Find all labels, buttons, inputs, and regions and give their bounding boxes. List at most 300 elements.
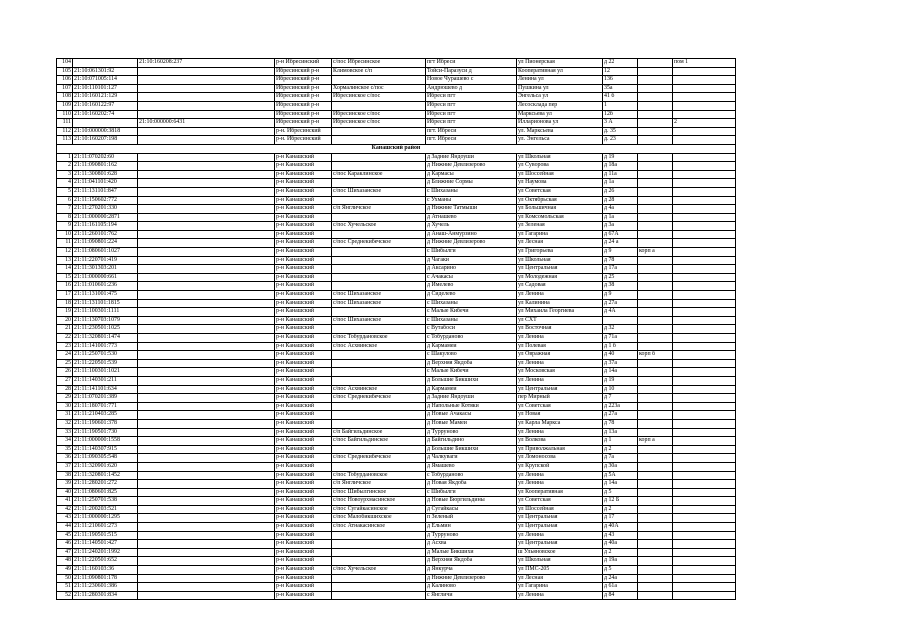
table-cell: 21:10:160208:237 <box>138 59 275 68</box>
table-cell: 23 <box>57 342 73 351</box>
table-cell <box>638 273 673 282</box>
table-cell: 21:11:131101:847 <box>73 187 138 196</box>
table-cell: р-н Канашский <box>275 299 332 308</box>
table-cell: р-н Канашский <box>275 531 332 540</box>
table-cell <box>638 359 673 368</box>
table-cell: 21 <box>57 325 73 334</box>
table-cell <box>332 419 426 428</box>
table-cell: пгт. Ибреси <box>426 127 517 136</box>
table-cell <box>73 59 138 68</box>
table-cell <box>673 351 736 360</box>
table-cell: ул Октябрьская <box>517 196 603 205</box>
table-cell: д Новые Мамеи <box>426 419 517 428</box>
table-cell <box>638 368 673 377</box>
table-cell: д Сиделево <box>426 291 517 300</box>
table-cell: 21:10:160207:198 <box>73 136 138 145</box>
table-cell: 21:11:320901:620 <box>73 462 138 471</box>
table-cell <box>673 454 736 463</box>
table-cell <box>138 179 275 188</box>
table-cell: с/пос Новоурхмасинское <box>332 497 426 506</box>
table-cell <box>138 153 275 162</box>
table-row <box>57 394 736 403</box>
table-cell <box>638 531 673 540</box>
table-cell <box>673 76 736 85</box>
table-cell <box>138 76 275 85</box>
table-cell: с/пос Асхвинское <box>332 342 426 351</box>
table-cell <box>138 222 275 231</box>
table-cell: ул Карла Маркса <box>517 419 603 428</box>
table-row <box>57 308 736 317</box>
table-cell: 21:11:130703:1079 <box>73 316 138 325</box>
table-cell <box>638 574 673 583</box>
table-cell: ул Приволжальная <box>517 445 603 454</box>
table-cell <box>138 282 275 291</box>
table-cell: д 7а <box>603 454 638 463</box>
table-cell <box>638 76 673 85</box>
table-cell: р-н Канашский <box>275 497 332 506</box>
table-row <box>57 282 736 291</box>
section-row <box>57 144 736 153</box>
table-cell: д 19 <box>603 376 638 385</box>
table-row <box>57 557 736 566</box>
table-cell: Ибресинский р-н <box>275 101 332 110</box>
table-cell: д Новые Бюргильдины <box>426 497 517 506</box>
table-cell: д 9 <box>603 291 638 300</box>
table-cell <box>332 574 426 583</box>
table-cell <box>673 557 736 566</box>
table-cell <box>673 179 736 188</box>
table-cell: ул Ленина <box>517 376 603 385</box>
table-cell: д 71а <box>603 334 638 343</box>
table-cell: 36 <box>57 454 73 463</box>
table-cell: Ибресинское с/пос <box>332 119 426 128</box>
table-cell: р-н Канашский <box>275 566 332 575</box>
table-cell: 110 <box>57 110 73 119</box>
table-cell: 21:11:090305:548 <box>73 454 138 463</box>
table-cell: с/пос Атнакасинское <box>332 523 426 532</box>
table-cell: с Шихазаны <box>426 316 517 325</box>
table-cell: 21:11:000000:1558 <box>73 437 138 446</box>
table-cell: 15 <box>57 273 73 282</box>
table-cell: 136 <box>603 76 638 85</box>
table-cell: 10 <box>57 230 73 239</box>
table-cell <box>673 480 736 489</box>
table-row <box>57 574 736 583</box>
table-cell <box>673 402 736 411</box>
table-cell <box>638 316 673 325</box>
table-cell: ул Зеленая <box>517 222 603 231</box>
table-row <box>57 119 736 128</box>
table-cell <box>73 119 138 128</box>
table-cell: 106 <box>57 76 73 85</box>
table-row <box>57 540 736 549</box>
table-cell: ул Школьная <box>517 153 603 162</box>
table-cell: Андрюшево д <box>426 84 517 93</box>
table-cell: р-н Канашский <box>275 445 332 454</box>
table-cell: корп а <box>638 248 673 257</box>
table-cell: р-н Канашский <box>275 196 332 205</box>
table-cell <box>673 84 736 93</box>
table-cell: 105 <box>57 67 73 76</box>
table-cell: 38 <box>57 471 73 480</box>
table-cell: Новое Чурашево с <box>426 76 517 85</box>
table-cell: 12б <box>603 110 638 119</box>
table-cell: д 84 <box>603 591 638 600</box>
table-cell <box>138 402 275 411</box>
table-cell: д 27а <box>603 411 638 420</box>
table-cell: ул. Марксьева <box>517 127 603 136</box>
table-row <box>57 428 736 437</box>
table-cell: пгт. Ибреси <box>426 136 517 145</box>
table-cell: 8 <box>57 213 73 222</box>
table-cell: с/пос Малобикшихское <box>332 514 426 523</box>
table-cell <box>638 256 673 265</box>
table-cell: Энгельса ул <box>517 93 603 102</box>
table-cell: д 5 <box>603 566 638 575</box>
table-cell: д 2 <box>603 505 638 514</box>
table-cell: пер Мирный <box>517 394 603 403</box>
table-cell: с Тобурданово <box>426 471 517 480</box>
table-body-ibresinsky <box>57 59 736 145</box>
table-cell: ул Советская <box>517 497 603 506</box>
table-cell: 2 <box>57 162 73 171</box>
table-cell <box>332 273 426 282</box>
table-cell <box>673 162 736 171</box>
table-cell: ул Полевая <box>517 342 603 351</box>
table-cell <box>673 110 736 119</box>
table-cell: с Ачакасы <box>426 273 517 282</box>
table-cell <box>638 299 673 308</box>
table-cell: 21:11:230601:386 <box>73 583 138 592</box>
table-cell: 113 <box>57 136 73 145</box>
table-cell <box>673 411 736 420</box>
table-cell: 1 <box>603 101 638 110</box>
table-cell: р-н Канашский <box>275 222 332 231</box>
table-cell: 21:11:150602:772 <box>73 196 138 205</box>
table-cell: д 2 <box>603 548 638 557</box>
table-cell: 21:11:280301:834 <box>73 591 138 600</box>
table-cell <box>638 93 673 102</box>
table-cell <box>673 153 736 162</box>
table-cell: с Ухманы <box>426 196 517 205</box>
table-cell: д 10 <box>603 385 638 394</box>
table-cell <box>673 437 736 446</box>
table-cell: 40 <box>57 488 73 497</box>
table-cell: 21:11:090801:178 <box>73 574 138 583</box>
table-cell <box>673 282 736 291</box>
table-cell: д 25 <box>603 273 638 282</box>
table-cell <box>138 531 275 540</box>
table-cell: р-н Канашский <box>275 454 332 463</box>
table-cell <box>138 557 275 566</box>
table-cell <box>638 540 673 549</box>
table-cell <box>673 342 736 351</box>
table-cell: р-н Канашский <box>275 376 332 385</box>
table-cell: 21:11:250701:538 <box>73 497 138 506</box>
table-cell: д 14а <box>603 480 638 489</box>
table-cell <box>673 93 736 102</box>
table-cell: 21:11:301303:201 <box>73 265 138 274</box>
table-cell: 47 <box>57 548 73 557</box>
table-cell <box>638 110 673 119</box>
table-cell: Ибреси пгт <box>426 93 517 102</box>
table-cell: д Турруново <box>426 531 517 540</box>
table-cell: д 12 Б <box>603 497 638 506</box>
table-cell <box>138 488 275 497</box>
table-cell <box>673 265 736 274</box>
table-cell <box>638 179 673 188</box>
table-cell: д Чагаки <box>426 256 517 265</box>
table-cell: с Шихазаны <box>426 187 517 196</box>
table-cell <box>638 187 673 196</box>
table-cell: 29 <box>57 394 73 403</box>
table-cell: 22 <box>57 334 73 343</box>
table-cell: р-н Канашский <box>275 256 332 265</box>
table-cell: 21:11:240201:1992 <box>73 548 138 557</box>
table-row <box>57 230 736 239</box>
table-cell: д 40А <box>603 523 638 532</box>
table-cell: ул Центральная <box>517 385 603 394</box>
table-row <box>57 76 736 85</box>
table-cell: 21:11:300801:628 <box>73 170 138 179</box>
table-cell: д Байгильдино <box>426 437 517 446</box>
table-cell: р-н Канашский <box>275 179 332 188</box>
table-cell: ул СХТ <box>517 316 603 325</box>
table-cell: р-н Канашский <box>275 316 332 325</box>
table-cell: 26 <box>57 368 73 377</box>
table-cell <box>138 136 275 145</box>
table-cell: д 43 <box>603 531 638 540</box>
table-row <box>57 162 736 171</box>
table-cell <box>673 548 736 557</box>
table-cell: д Задние Яндоуши <box>426 153 517 162</box>
table-cell: 50 <box>57 574 73 583</box>
table-cell: р-н Канашский <box>275 583 332 592</box>
table-cell: с/пос Шихазанское <box>332 291 426 300</box>
table-cell <box>638 445 673 454</box>
table-cell: 21:10:000000:6431 <box>138 119 275 128</box>
table-cell: ул Михаила Георгиева <box>517 308 603 317</box>
table-cell: с/пос Шибылгинское <box>332 488 426 497</box>
table-cell: р-н Ибресинский <box>275 59 332 68</box>
table-row <box>57 136 736 145</box>
table-cell: 42 <box>57 505 73 514</box>
table-row <box>57 67 736 76</box>
table-cell: 21:11:270201:330 <box>73 205 138 214</box>
table-row <box>57 548 736 557</box>
table-cell <box>673 205 736 214</box>
table-cell <box>332 540 426 549</box>
table-row <box>57 531 736 540</box>
table-cell: р-н Канашский <box>275 505 332 514</box>
table-cell <box>138 325 275 334</box>
table-cell: д 40а <box>603 540 638 549</box>
table-cell: с/пос Шихазанское <box>332 316 426 325</box>
table-cell: с/пос Шихазанское <box>332 187 426 196</box>
table-cell <box>673 462 736 471</box>
table-cell <box>332 127 426 136</box>
table-cell: д 4А <box>603 308 638 317</box>
table-cell <box>138 196 275 205</box>
table-cell: р-н Канашский <box>275 428 332 437</box>
table-cell <box>138 574 275 583</box>
table-cell: с/пос Хучельское <box>332 566 426 575</box>
table-cell: ул. Энгельса <box>517 136 603 145</box>
table-cell <box>673 316 736 325</box>
table-cell <box>332 265 426 274</box>
table-cell: д 7 <box>603 394 638 403</box>
table-cell <box>673 394 736 403</box>
table-cell: 46 <box>57 540 73 549</box>
table-row <box>57 153 736 162</box>
table-cell: Ибреси пгт <box>426 119 517 128</box>
table-cell: 21:11:140501:427 <box>73 540 138 549</box>
table-cell: р-н Канашский <box>275 325 332 334</box>
table-row <box>57 334 736 343</box>
table-cell: д Атнашево <box>426 213 517 222</box>
table-row <box>57 222 736 231</box>
table-cell <box>138 566 275 575</box>
table-row <box>57 93 736 102</box>
table-cell <box>673 368 736 377</box>
table-cell <box>638 566 673 575</box>
table-cell: Ибресинский р-н <box>275 67 332 76</box>
table-cell: д Новая Якдоба <box>426 480 517 489</box>
table-cell: д 37а <box>603 359 638 368</box>
table-cell: 21:11:140301:211 <box>73 376 138 385</box>
table-cell <box>138 445 275 454</box>
table-cell <box>673 514 736 523</box>
table-cell <box>638 205 673 214</box>
table-cell: д Новые Ачакасы <box>426 411 517 420</box>
table-cell: д 38 <box>603 282 638 291</box>
table-cell: д 78 <box>603 419 638 428</box>
table-cell: р-н Канашский <box>275 308 332 317</box>
table-cell <box>638 59 673 68</box>
table-cell <box>332 402 426 411</box>
table-cell: с/пос Асхвинское <box>332 385 426 394</box>
table-cell: д 5 <box>603 488 638 497</box>
table-cell <box>673 239 736 248</box>
table-cell: р-н Канашский <box>275 239 332 248</box>
table-cell: 31 <box>57 411 73 420</box>
table-cell: с Вутабоси <box>426 325 517 334</box>
table-cell <box>638 308 673 317</box>
table-cell: с Тобурданово <box>426 334 517 343</box>
table-cell: с/пос Среднекибечское <box>332 394 426 403</box>
table-cell: ул Центральная <box>517 523 603 532</box>
table-cell: Ибресинский р-н <box>275 110 332 119</box>
table-cell <box>673 428 736 437</box>
table-cell: 21:11:220701:419 <box>73 256 138 265</box>
table-cell <box>673 101 736 110</box>
table-cell: ул Пионерская <box>517 59 603 68</box>
table-cell: р-н Канашский <box>275 368 332 377</box>
table-cell: д 17а <box>603 265 638 274</box>
table-row <box>57 316 736 325</box>
table-cell: 37 <box>57 462 73 471</box>
table-cell: р-н Канашский <box>275 205 332 214</box>
table-cell: д 22 <box>603 59 638 68</box>
table-cell <box>638 325 673 334</box>
table-cell: р-н Канашский <box>275 514 332 523</box>
table-cell: 35а <box>603 84 638 93</box>
table-cell <box>673 299 736 308</box>
table-cell <box>138 583 275 592</box>
table-cell: р-н Канашский <box>275 557 332 566</box>
table-cell <box>138 497 275 506</box>
table-cell <box>638 230 673 239</box>
table-row <box>57 127 736 136</box>
table-cell: д Ближние Сормы <box>426 179 517 188</box>
table-cell: д Чалкуваги <box>426 454 517 463</box>
table-cell: д 67А <box>603 230 638 239</box>
table-cell <box>638 119 673 128</box>
table-cell <box>138 548 275 557</box>
table-cell: р-н Канашский <box>275 471 332 480</box>
table-cell: р-н Канашский <box>275 540 332 549</box>
table-cell: 111 <box>57 119 73 128</box>
table-row <box>57 480 736 489</box>
table-row <box>57 273 736 282</box>
table-cell: д Калиново <box>426 583 517 592</box>
table-cell: д Верхняя Якдоба <box>426 557 517 566</box>
table-cell: 21:11:220501:652 <box>73 557 138 566</box>
table-cell <box>138 351 275 360</box>
table-cell: с/пос Тобурдановское <box>332 471 426 480</box>
table-cell: р-н Канашский <box>275 402 332 411</box>
table-cell <box>638 583 673 592</box>
table-cell <box>138 540 275 549</box>
table-cell: ул Центральная <box>517 514 603 523</box>
table-cell <box>673 385 736 394</box>
table-cell: 21:11:010601:236 <box>73 282 138 291</box>
table-cell: 21:11:090801:162 <box>73 162 138 171</box>
table-cell <box>638 480 673 489</box>
table-cell: 21:11:070202:60 <box>73 153 138 162</box>
table-cell: 21:11:160103:36 <box>73 566 138 575</box>
table-cell: д 11а <box>603 170 638 179</box>
table-cell: ул Наумова <box>517 179 603 188</box>
table-cell: с/пос Шихазанское <box>332 299 426 308</box>
table-row <box>57 256 736 265</box>
table-cell: 21:11:131001:475 <box>73 291 138 300</box>
table-cell: ул Советская <box>517 187 603 196</box>
table-cell <box>673 248 736 257</box>
table-cell <box>673 334 736 343</box>
table-cell: д 1 <box>603 437 638 446</box>
table-row <box>57 514 736 523</box>
table-cell: 21:11:190601:378 <box>73 419 138 428</box>
table-cell: ул Шоссейная <box>517 505 603 514</box>
table-cell: ул Школьная <box>517 557 603 566</box>
table-cell <box>138 205 275 214</box>
table-cell <box>673 497 736 506</box>
table-cell: 109 <box>57 101 73 110</box>
table-cell: ул Московская <box>517 368 603 377</box>
table-cell <box>638 557 673 566</box>
table-cell <box>138 394 275 403</box>
registry-table <box>56 58 736 600</box>
table-row <box>57 59 736 68</box>
table-cell <box>673 583 736 592</box>
table-cell: Марксьева ул <box>517 110 603 119</box>
table-cell: ул Большичная <box>517 205 603 214</box>
table-row <box>57 325 736 334</box>
table-cell <box>138 256 275 265</box>
table-cell <box>332 583 426 592</box>
table-cell: 21:11:140307:915 <box>73 445 138 454</box>
